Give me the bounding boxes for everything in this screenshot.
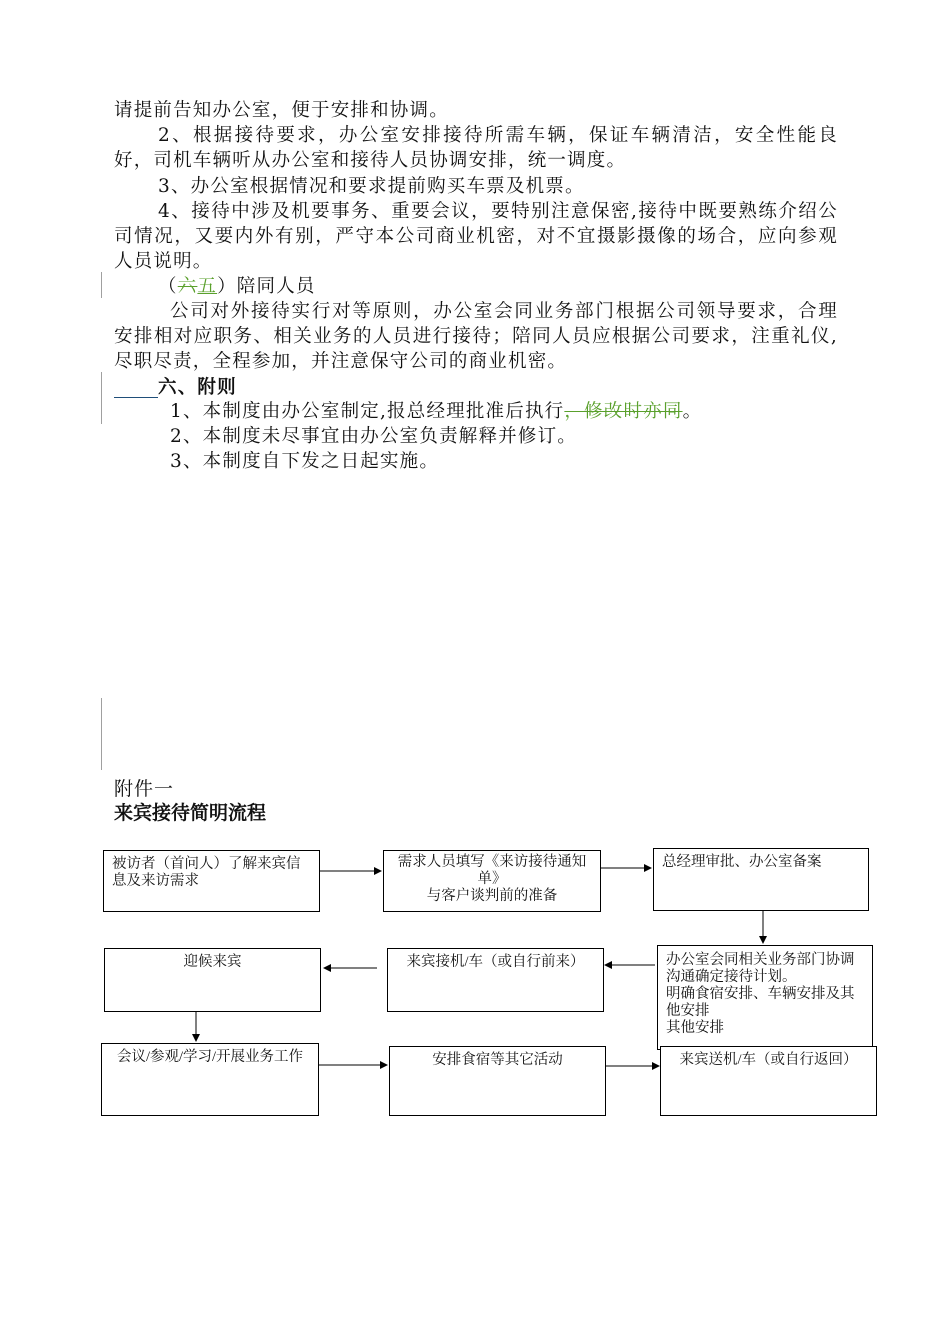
flow-box-line: 需求人员填写《来访接待通知单》 bbox=[397, 854, 587, 887]
flow-box-visitor-info: 被访者（首问人）了解来宾信息及来访需求 bbox=[103, 850, 320, 912]
flow-title: 来宾接待简明流程 bbox=[114, 803, 267, 824]
section-heading-accompany: （六五）陪同人员 bbox=[158, 276, 316, 297]
rule-2: 2、本制度未尽事宜由办公室负责解释并修订。 bbox=[170, 426, 577, 447]
body-line: 请提前告知办公室，便于安排和协调。 bbox=[114, 100, 449, 121]
rule-3: 3、本制度自下发之日起实施。 bbox=[170, 451, 440, 472]
flow-box-line: 与客户谈判前的准备 bbox=[426, 888, 558, 904]
item-3: 3、办公室根据情况和要求提前购买车票及机票。 bbox=[158, 176, 585, 197]
accompany-paragraph: 公司对外接待实行对等原则，办公室会同业务部门根据公司领导要求，合理安排相对应职务、相关业务的人员进行接待；陪同人员应根据公司要求，注重礼仪,尽职尽责，全程参加，并注意保守公司的商业机密。 bbox=[114, 301, 838, 372]
item-2: 2、根据接待要求，办公室安排接待所需车辆，保证车辆清洁，安全性能良好，司机车辆听从办公室和接待人员协调安排，统一调度。 bbox=[114, 125, 838, 171]
flow-box-greet-guests: 迎候来宾 bbox=[104, 948, 321, 1012]
flow-box-reception-plan bbox=[657, 945, 873, 1050]
flow-box-meeting: 会议/参观/学习/开展业务工作 bbox=[101, 1043, 319, 1116]
attachment-label: 附件一 bbox=[114, 778, 175, 800]
flow-box-notice-form bbox=[383, 850, 601, 912]
flow-box-send-off: 来宾送机/车（或自行返回） bbox=[660, 1046, 877, 1116]
flow-box-line: 办公室会同相关业务部门协调沟通确定接待计划。 bbox=[666, 952, 855, 985]
revision-deleted: ，修改时亦同 bbox=[564, 401, 683, 422]
flow-box-approval: 总经理审批、办公室备案 bbox=[653, 848, 869, 911]
revision-deleted: 六 bbox=[177, 276, 198, 297]
flow-box-lodging: 安排食宿等其它活动 bbox=[389, 1046, 606, 1116]
flow-box-pickup: 来宾接机/车（或自行前来） bbox=[387, 948, 604, 1012]
rule-1: 1、本制度由办公室制定,报总经理批准后执行，修改时亦同。 bbox=[170, 401, 703, 422]
flow-box-line: 明确食宿安排、车辆安排及其他安排 bbox=[666, 986, 855, 1019]
heading-appendix-rules: 六、附则 bbox=[158, 376, 237, 397]
flow-box-line: 其他安排 bbox=[666, 1020, 724, 1036]
item-4: 4、接待中涉及机要事务、重要会议，要特别注意保密,接待中既要熟练介绍公司情况，又要内外有别，严守本公司商业机密，对不宜摄影摄像的场合，应向参观人员说明。 bbox=[114, 201, 838, 272]
revision-inserted: 五 bbox=[197, 276, 218, 297]
